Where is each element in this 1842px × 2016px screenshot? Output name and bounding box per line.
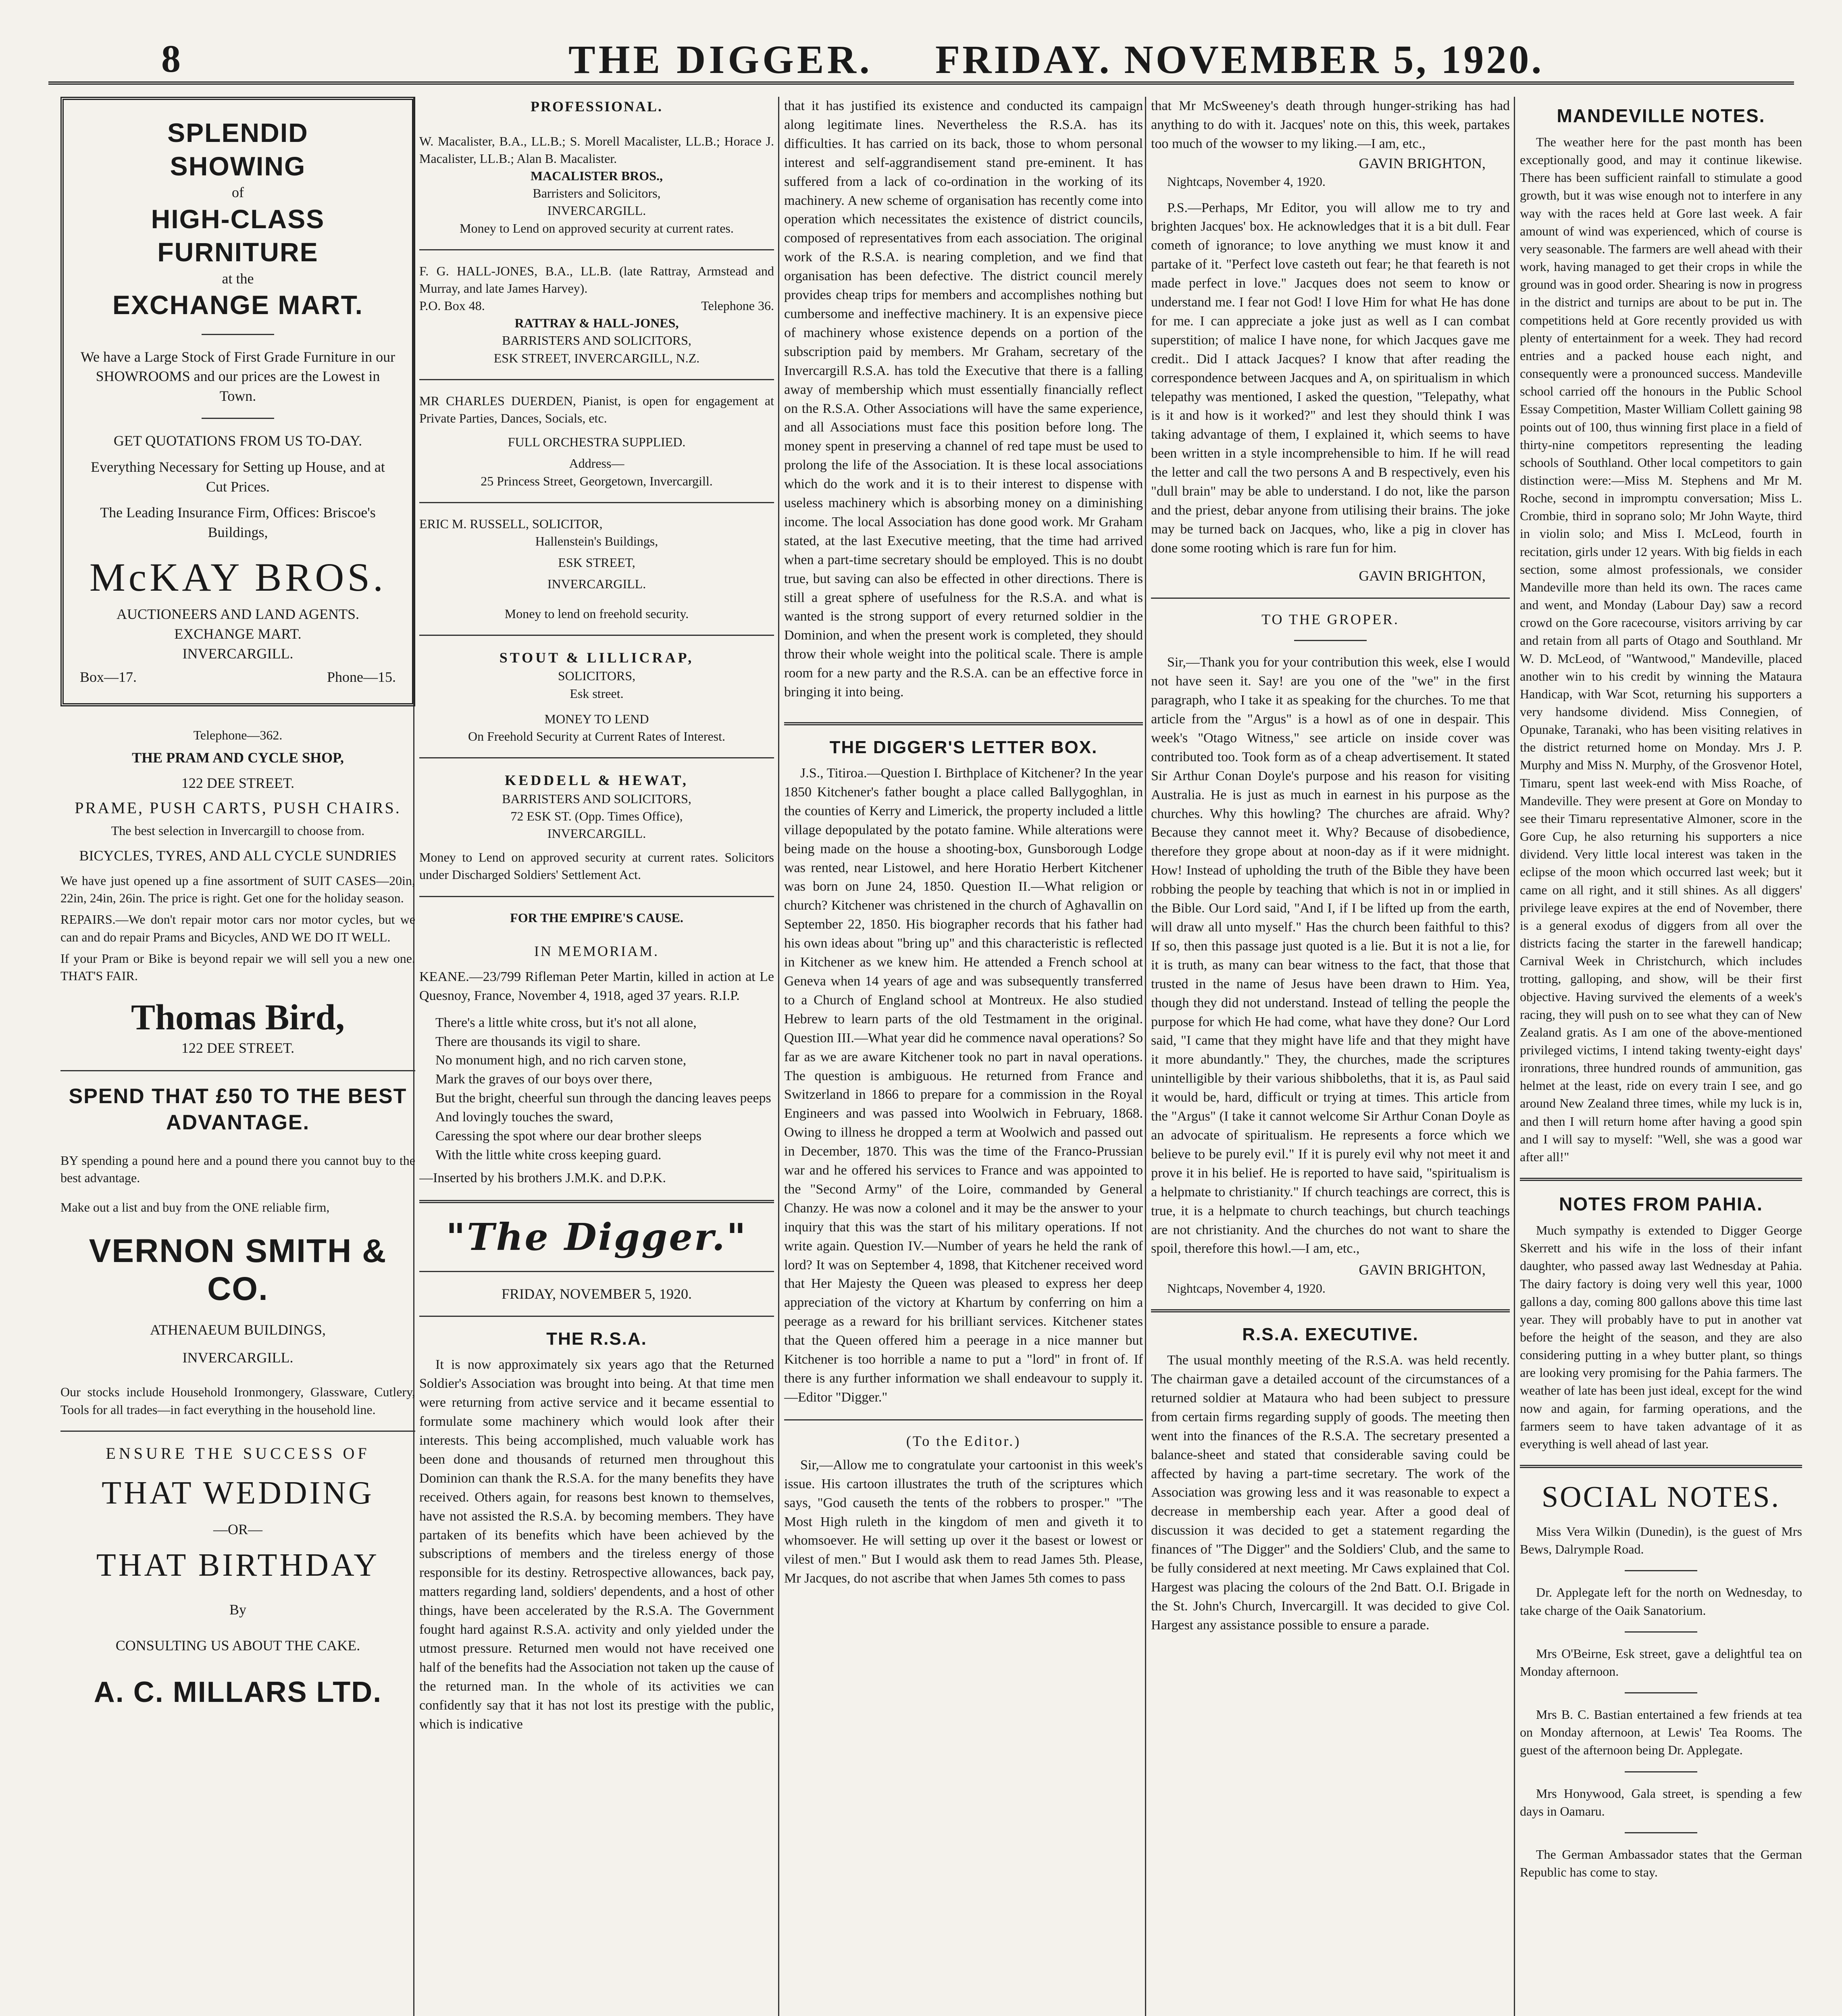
signature: GAVIN BRIGHTON, xyxy=(1359,567,1486,584)
column-2 xyxy=(419,97,774,2016)
notice-text: Address— xyxy=(569,456,624,471)
article-paragraph: Much sympathy is extended to Digger George Skerrett and his wife in the loss of their infant daughter, who passed away last Wednesday at Pahia. The dairy factory is doing very well this year, 1000 gallons a day, coming 800 gallons above this time last year. They will probably have to put in another vat before the height of the season, and they are also considering putting in a whey butter plant, so things are looking very promising for the Pahia farmers. The weather of late has been just ideal, except for the wind now and again, for farming operations, and the farmers seem to have taken advantage of it as everything is well ahead of last year. xyxy=(1520,1223,1802,1451)
vernon-smith-ad xyxy=(60,1083,415,1418)
contact-row xyxy=(80,667,396,687)
article-paragraph: The weather here for the past month has been exceptionally good, and may it continue likewise. There has been sufficient rainfall to stimulate a good growth, but it was wise enough not to interfere in any way with the races held at Gore last week. A fair amount of wind was experienced, which of course is very seasonable. The farmers are well ahead with their work, having managed to get their crops in while the ground was in good order. Shearing is now in progress in the district and turnips are about to be put in. The competitions held at Gore recently provided us with plenty of entertainment for a week. They had record entries and a packed house each night, and consequently were a pronounced success. Mandeville school carried off the honours in the Public School Essay Competition, Master William Collett gaining 98 points out of 100, thus winning first place in a field of thirty-nine competitors representing the leading schools of Southland. Other local competitors to gain distinction were:—Miss M. Stephens and Mr M. Roche, second in impromptu conversation; Miss L. Crombie, third in soprano solo; Mr John Wayte, third in violin solo; and Miss I. McLeod, fourth in recitation, girls under 12 years. With big fields in each section, some almost professionals, we consider Mandeville more than held its own. The races came and went, and Monday (Labour Day) saw a record crowd on the Gore racecourse, visitors arriving by car and retain from all parts of Otago and Southland. Mr W. D. McLeod, of "Wantwood," Mandeville, placed another win to his credit by winning the Mataura Handicap, with War Scot, returning his supporters a very handsome dividend. Miss Connegien, of Opunake, Taranaki, who has been visiting relatives in the district returned home on Monday. Mrs J. P. Murphy and Miss N. Murphy, of the Grosvenor Hotel, Timaru, spent last week-end with Miss Roache, of Mandeville. They were present at Gore on Monday to see their Timaru representative Almoner, score in the Gore Cup, he also returning his supporters a nice dividend. Very little local interest was taken in the eclipse of the moon which occurred last week; but it came on all right, and it still shines. As all diggers' privilege leave expires at the end of November, there is a general exodus of diggers from all over the districts facing the starter in the farewell handicap; Carnival Week in Christchurch, which includes trotting, galloping, and show, will be their first objective. Having survived the elements of a week's racing, they will push on to see what they can of New Zealand gratis. As I am one of the above-mentioned privileged victims, I intend taking twenty-eight days' ironrations, three hundred rounds of ammunition, gas helmet at the least, ride on every train I see, and go around New Zealand three times, while my luck is in, and then I will return home after having a good spin and I will say to myself: "Well, she was a good war after all!" xyxy=(1520,135,1802,1164)
section-heading: TO THE GROPER. xyxy=(1261,611,1399,628)
signature-place: Nightcaps, November 4, 1920. xyxy=(1167,174,1326,189)
divider xyxy=(1625,1771,1697,1772)
article-heading: THE DIGGER'S LETTER BOX. xyxy=(829,737,1098,757)
poem-line: There's a little white cross, but it's not all alone, xyxy=(435,1015,697,1030)
notice-text: Money to Lend on approved security at current rates. xyxy=(460,221,734,235)
pram-cycle-ad xyxy=(60,727,415,1058)
hall-jones-notice xyxy=(419,262,774,367)
divider xyxy=(419,635,774,636)
signature: GAVIN BRIGHTON, xyxy=(1359,155,1486,171)
divider xyxy=(419,896,774,897)
notice-text: F. G. HALL-JONES, B.A., LL.B. (late Rattray, Armstead and Murray, and late James Harvey). xyxy=(419,263,774,296)
divider xyxy=(419,1271,774,1272)
article-paragraph: P.S.—Perhaps, Mr Editor, you will allow me to try and brighten Jacques' box. He acknowledges that it is a bit dull. Fear cometh of ignorance; to love anything we must know it and partake of it. "Perfect love casteth out fear; he that feareth is not made perfect in love." Jacques does not seem to know or understand me. I fear not God! I love Him for what He has done for me. I can appreciate a joke just as well as I can combat superstition; of malice I have none, for which Jacques gave me credit.. Did I attack Jacques? I know that after reading the correspondence between Jacques and A, on spiritualism in which telepathy was mentioned, I asked the question, "Telepathy, what is it and how is it worked?" and lest they should think I was taking advantage of them, I explained it, which seems to have been written in a style incomprehensible to him. If he will read the letter and call the two persons A and B respectively, even his "dull brain" may be able to understand. I do not, like the parson and the priest, debar anyone from utilising their brains. The joke may be turned back on Jacques, who, like a pig in clover has done some rooting which is rare fun for him. xyxy=(1151,200,1510,556)
divider xyxy=(419,1200,774,1203)
divider xyxy=(202,334,274,335)
millars-ad xyxy=(60,1444,415,1709)
signature: GAVIN BRIGHTON, xyxy=(1359,1262,1486,1278)
divider xyxy=(60,1431,415,1432)
phone-number: Telephone 36. xyxy=(701,298,774,313)
poem-line: With the little white cross keeping guard. xyxy=(435,1147,662,1162)
divider xyxy=(784,722,1143,725)
article-paragraph: It is now approximately six years ago that the Returned Soldier's Association was brought into being. At that time men were returning from active service and it became essential to formulate some machinery which would look after their interests. This being accomplished, much valuable work has been done and thousands of returned men throughout this Dominion can thank the R.S.A. for the many benefits they have received. Others again, for reasons best known to themselves, have not assisted the R.S.A. by becoming members. They have partaken of its benefits which have been achieved by the subscriptions of members and the tireless energy of those responsible for its destiny. Retrospective allowances, back pay, matters regarding land, soldiers' dependents, and a host of other things, have been accelerated by the R.S.A. The Government fought hard against R.S.A. activity and only yielded under the utmost pressure. Returned men would not have received one half of the benefits had the Association not taken up the cause of the returned man. In the whole of its activities we can confidently say that it has not lost its prestige with the public, which is indicative xyxy=(419,1357,774,1732)
divider xyxy=(1625,1832,1697,1833)
notice-text: MONEY TO LEND xyxy=(544,711,649,726)
ad-headline: THAT BIRTHDAY xyxy=(96,1547,380,1583)
column-5 xyxy=(1520,97,1802,2016)
social-notes xyxy=(1520,1522,1802,1881)
po-box: P.O. Box 48. xyxy=(419,298,485,313)
notice-text: ERIC M. RUSSELL, SOLICITOR, xyxy=(419,516,603,531)
memoriam-poem xyxy=(419,1014,774,1165)
column-1 xyxy=(60,97,415,2016)
firm-name: VERNON SMITH & CO. xyxy=(89,1233,387,1308)
newspaper-title: THE DIGGER. xyxy=(568,37,873,82)
duerden-notice xyxy=(419,392,774,490)
column-4 xyxy=(1151,97,1510,2016)
notice-text: BARRISTERS AND SOLICITORS, xyxy=(502,791,691,806)
divider xyxy=(419,757,774,758)
ad-text: Telephone—362. xyxy=(193,727,283,742)
section-heading: IN MEMORIAM. xyxy=(534,943,659,959)
divider xyxy=(60,1070,415,1071)
ad-text: EXCHANGE MART. xyxy=(174,626,302,642)
notice-text: MR CHARLES DUERDEN, Pianist, is open for engagement at Private Parties, Dances, Socials, etc. xyxy=(419,393,774,426)
divider xyxy=(1625,1570,1697,1571)
column-rule xyxy=(1514,97,1515,2016)
firm-name: KEDDELL & HEWAT, xyxy=(505,772,689,789)
editorial-date: FRIDAY, NOVEMBER 5, 1920. xyxy=(501,1285,692,1302)
ad-text: at the xyxy=(222,270,254,287)
divider xyxy=(419,249,774,250)
notice-text: On Freehold Security at Current Rates of Interest. xyxy=(468,729,726,744)
notice-text: W. Macalister, B.A., LL.B.; S. Morell Macalister, LL.B.; Horace J. Macalister, LL.B.; Alan B. Macalister. xyxy=(419,133,774,166)
divider xyxy=(1520,1465,1802,1468)
phone-number: Phone—15. xyxy=(327,669,396,685)
social-item: Miss Vera Wilkin (Dunedin), is the guest of Mrs Bews, Dalrymple Road. xyxy=(1520,1524,1802,1557)
article-paragraph: Sir,—Allow me to congratulate your cartoonist in this week's issue. His cartoon illustrates the truth of the scriptures which says, "God causeth the tents of the robbers to prosper." "The Most High ruleth in the kingdom of men and giveth it to whomsoever. He will setting up over it the basest or lowest or vilest of men." But I would ask them to read James 5th. Please, Mr Jacques, do not ascribe that when James 5th comes to pass xyxy=(784,1457,1143,1586)
ad-headline: THAT WEDDING xyxy=(102,1475,374,1511)
ad-headline: HIGH-CLASS FURNITURE xyxy=(151,204,325,267)
signature-place: Nightcaps, November 4, 1920. xyxy=(1167,1281,1326,1295)
ad-text: BY spending a pound here and a pound there you cannot buy to the best advantage. xyxy=(60,1153,415,1185)
exchange-mart-ad xyxy=(60,97,415,706)
memoriam-signature: —Inserted by his brothers J.M.K. and D.P.K. xyxy=(419,1170,666,1185)
notice-text: INVERCARGILL. xyxy=(547,577,646,591)
article-heading: NOTES FROM PAHIA. xyxy=(1559,1193,1763,1215)
notice-text: Esk street. xyxy=(570,686,624,701)
ad-headline: EXCHANGE MART. xyxy=(112,290,364,320)
column-rule xyxy=(1145,97,1146,2016)
article-body xyxy=(1520,133,1802,1166)
article-body xyxy=(784,97,1143,702)
article-body xyxy=(784,1456,1143,1588)
ad-text: Make out a list and buy from the ONE reliable firm, xyxy=(60,1200,330,1215)
ad-text: of xyxy=(232,184,244,200)
notice-text: Money to lend on freehold security. xyxy=(504,606,689,621)
article-heading: R.S.A. EXECUTIVE. xyxy=(1242,1325,1419,1345)
ad-text: AUCTIONEERS AND LAND AGENTS. xyxy=(117,606,359,623)
firm-name: RATTRAY & HALL-JONES, xyxy=(514,316,679,331)
ad-text: ATHENAEUM BUILDINGS, xyxy=(150,1322,326,1338)
ad-headline: SHOWING xyxy=(170,151,306,181)
firm-name: McKAY BROS. xyxy=(89,555,387,600)
box-number: Box—17. xyxy=(80,669,137,685)
masthead xyxy=(48,36,1794,85)
ad-text: We have a Large Stock of First Grade Furniture in our SHOWROOMS and our prices are the Lowest in Town. xyxy=(80,348,395,404)
ad-text: 122 DEE STREET. xyxy=(181,1040,295,1056)
notice-text: SOLICITORS, xyxy=(558,669,636,683)
notice-text: ESK STREET, xyxy=(558,555,635,570)
article-paragraph: J.S., Titiroa.—Question I. Birthplace of Kitchener? In the year 1850 Kitchener's father bought a place called Ballygoghlan, in the counties of Kerry and Limerick, the property included a little village depopulated by the potato famine. While alterations were being made on the house a shooting-box, Gunsborough Lodge was rented, near Listowel, and here Horatio Herbert Kitchener was born on June 24, 1850. Question II.—What religion or church? Kitchener was christened in the church of Aghavallin on September 22, 1850. His biographer records that his father had his own ideas about "bring up" and this characteristic is reflected in Kitchener as we knew him. He attended a French school at Geneva when 14 years of age and was subsequently transferred to a Church of England school at Montreux. He also studied Hebrew to learn parts of the old Testmament in the original. Question III.—What year did he commence naval operations? So far as we are aware Kitchener took no part in naval operations. The question is ambiguous. He returned from France and Switzerland in 1866 to prepare for a commission in the Royal Engineers and was passed into Woolwich in February, 1868. Owing to illness he dropped a term at Woolwich and passed out in December, 1870. This was the time of the Franco-Prussian war and he offered his services to France and was appointed to the "Second Army" of the Loire, commanded by General Chanzy. He was now a colonel and it may be the answer to your inquiry that this was the start of his military operations. If not write again. Question IV.—Number of years he held the rank of lord? It was on September 4, 1898, that Kitchener received word that Her Majesty the Queen was pleased to express her deep appreciation of the victory at Khartum by conferring on him a peerage as a reward for his brilliant services. Kitchener states that the Queen offered him a peerage in a nice manner but Kitchener is too horrible a name to put a "lord" in front of. If there is any further information we shall endeavour to supply it.—Editor "Digger." xyxy=(784,766,1143,1405)
article-body xyxy=(1520,1221,1802,1453)
page-number: 8 xyxy=(161,37,181,80)
poem-line: Caressing the spot where our dear brother sleeps xyxy=(435,1129,701,1144)
article-body xyxy=(1151,199,1510,558)
russell-notice xyxy=(419,515,774,623)
article-heading: MANDEVILLE NOTES. xyxy=(1557,105,1765,126)
social-item: Mrs O'Beirne, Esk street, gave a delightful tea on Monday afternoon. xyxy=(1520,1646,1802,1679)
notice-text: INVERCARGILL. xyxy=(547,826,646,841)
section-heading: FOR THE EMPIRE'S CAUSE. xyxy=(510,910,683,925)
divider xyxy=(202,418,274,419)
social-item: Mrs Honywood, Gala street, is spending a few days in Oamaru. xyxy=(1520,1786,1802,1818)
stout-notice xyxy=(419,648,774,745)
ad-text: 122 DEE STREET. xyxy=(181,775,295,791)
ad-text: INVERCARGILL. xyxy=(182,645,293,662)
column-3 xyxy=(784,97,1143,2016)
column-rule xyxy=(778,97,779,2016)
notice-text: BARRISTERS AND SOLICITORS, xyxy=(502,333,691,348)
ad-text: BICYCLES, TYRES, AND ALL CYCLE SUNDRIES xyxy=(79,848,397,864)
divider xyxy=(1625,1692,1697,1693)
notice-text: ESK STREET, INVERCARGILL, N.Z. xyxy=(493,350,700,365)
macalister-notice xyxy=(419,133,774,237)
article-heading: SOCIAL NOTES. xyxy=(1542,1481,1780,1514)
notice-text: Hallenstein's Buildings, xyxy=(535,533,658,548)
notice-text: FULL ORCHESTRA SUPPLIED. xyxy=(508,435,686,450)
ad-text: By xyxy=(229,1602,246,1618)
contact-row xyxy=(419,297,774,314)
memoriam-notice: KEANE.—23/799 Rifleman Peter Martin, killed in action at Le Quesnoy, France, November 4, 1918, aged 37 years. R.I.P. xyxy=(419,969,774,1003)
divider xyxy=(419,379,774,380)
ad-text: ENSURE THE SUCCESS OF xyxy=(106,1444,370,1462)
social-item: Mrs B. C. Bastian entertained a few friends at tea on Monday afternoon, at Lewis' Tea Rooms. The guest of the afternoon being Dr. Applegate. xyxy=(1520,1707,1802,1758)
article-heading: THE R.S.A. xyxy=(546,1329,647,1349)
ad-text: The Leading Insurance Firm, Offices: Briscoe's Buildings, xyxy=(100,504,376,540)
ad-headline: THE PRAM AND CYCLE SHOP, xyxy=(132,750,344,766)
divider xyxy=(1151,1309,1510,1312)
ad-headline: SPEND THAT £50 TO THE BEST ADVANTAGE. xyxy=(69,1084,407,1134)
article-body xyxy=(1151,1351,1510,1635)
article-paragraph: that Mr McSweeney's death through hunger-striking has had anything to do with it. Jacques' note on this, this week, partakes too much of the wowser to my liking.—I am, etc., xyxy=(1151,98,1510,151)
paper-nameplate: "The Digger." xyxy=(446,1215,747,1259)
poem-line: But the bright, cheerful sun through the dancing leaves peeps xyxy=(435,1091,771,1106)
ad-text: REPAIRS.—We don't repair motor cars nor motor cycles, but we can and do repair Prams and Bicycles, AND WE DO IT WELL. xyxy=(60,912,415,944)
notice-text: Barristers and Solicitors, xyxy=(533,186,661,201)
article-paragraph: Sir,—Thank you for your contribution this week, else I would not have seen it. Say! are you one of the "we" in the first paragraph, who I take it as speaking for the churches. To me that article from the "Argus" is a howl as of one in despair. This week's "Otago Witness," see article on inside cover was contributed too. Took form as of a cheap advertisement. It stated Sir Arthur Conan Doyle's purpose and his reason for visiting Australia. He is just as much in earnest in his purpose as the churches. Why this howling? The churches are afraid. Why? Because they cannot meet it. Why? Because of disobedience, therefore they grope about at noon-day as if it were midnight. How! Instead of upholding the truth of the Bible they have been robbing the people by teaching that which is not in or implied in the Bible. Our Lord said, "And I, if I be lifted up from the earth, will draw all unto myself." Has the church been faithful to this? If so, then this passage just quoted is a lie. But it is not a lie, for it is truth, as many can bear witness to the fact, that those that trusted in the name of Jesus have been drawn to Him. Yea, though they did not understand. Instead of telling the people the purpose for which He had come, what have they done? Our Lord said, "I came that they might have life and that they might have it more abundantly." They, the churches, made the scriptures unintelligible by their various shibboleths, that it is, as Paul said it would be, hard, difficult or trying at times. This article from the "Argus" (I take it cannot welcome Sir Arthur Conan Doyle as an advocate of spiritualism. He represents a force which we believe to be purely evil." If it is purely evil why not meet it and prove it in his belief. He is reported to have said, "spiritualism is a helpmate to christianity." If church teachings are correct, this is true, it is a helpmate to church teachings, but church teachings are not christianity. And the churches do not want to share the spoil, therefore this howl.—I am, etc., xyxy=(1151,655,1510,1256)
article-paragraph: that it has justified its existence and conducted its campaign along legitimate lines. Nevertheless the R.S.A. has its difficulties. It has carried on its back, those to whom personal interest and self-aggrandisement stand pre-eminent. It has suffered from a lack of co-ordination in the working of its machinery. A new scheme of organisation has recently come into operation which necessitates the existence of district councils, composed of representatives from each association. The original work of the R.S.A. is nearing completion, and we find that organisation has been defective. The district council merely provides cheap trips for members and accomplishes nothing but cumbersome and ineffective machinery. It is an expensive piece of machinery whose existence depends on a portion of the subscription paid by members. Mr Graham, secretary of the Invercargill R.S.A. has told the Executive that there is a falling away of membership which must essentially financially reflect on the R.S.A. Other Associations will have the same experience, and all Associations must face this position before long. The money spent in preserving a channel of red tape must be used to prolong the life of the Association. It is these local associations which do the work and it is to their interest to dispense with useless machinery which is absorbing money on a diminishing income. The local Association has done good work. Mr Graham stated, at the last Executive meeting, that the time had arrived when a part-time secretary should be employed. This is no doubt true, but saving can also be effected in other directions. There is still a great sphere of usefulness for the R.S.A. and what is wanted is the strong support of every returned soldier in the Dominion, and when the present work is completed, they should throw their whole weight into the political scale. There is ample room for a new party and the R.S.A. can be an effective force in bringing it into being. xyxy=(784,98,1143,700)
ad-headline: SPLENDID xyxy=(167,118,308,148)
divider xyxy=(1520,1178,1802,1181)
ad-text: CONSULTING US ABOUT THE CAKE. xyxy=(115,1637,360,1654)
issue-date: FRIDAY. NOVEMBER 5, 1920. xyxy=(935,37,1544,82)
divider xyxy=(419,1316,774,1317)
ad-text: Everything Necessary for Setting up House, and at Cut Prices. xyxy=(91,459,385,495)
divider xyxy=(784,1419,1143,1420)
divider xyxy=(1625,1631,1697,1633)
poem-line: Mark the graves of our boys over there, xyxy=(435,1072,653,1087)
notice-text: Money to Lend on approved security at current rates. Solicitors under Discharged Soldiers' Settlement Act. xyxy=(419,850,774,882)
poem-line: No monument high, and no rich carven stone, xyxy=(435,1053,687,1068)
notice-text: 72 ESK ST. (Opp. Times Office), xyxy=(510,808,683,823)
ad-text: —OR— xyxy=(213,1521,262,1537)
ad-text: PRAME, PUSH CARTS, PUSH CHAIRS. xyxy=(75,799,401,817)
section-heading: (To the Editor.) xyxy=(906,1433,1021,1449)
section-heading: PROFESSIONAL. xyxy=(530,98,663,115)
divider xyxy=(1294,640,1367,641)
divider xyxy=(419,502,774,503)
divider xyxy=(1151,598,1510,599)
article-body xyxy=(1151,653,1510,1258)
ad-text: The best selection in Invercargill to choose from. xyxy=(111,823,365,838)
keddell-notice xyxy=(419,771,774,884)
ad-text: If your Pram or Bike is beyond repair we will sell you a new one. THAT'S FAIR. xyxy=(60,951,415,983)
ad-text: We have just opened up a fine assortment of SUIT CASES—20in, 22in, 24in, 26in. The price is right. Get one for the holiday season. xyxy=(60,873,415,906)
article-body xyxy=(419,1356,774,1734)
article-body xyxy=(1151,97,1510,154)
poem-line: There are thousands its vigil to share. xyxy=(435,1034,641,1049)
firm-name: MACALISTER BROS., xyxy=(530,168,663,183)
notice-text: INVERCARGILL. xyxy=(547,203,646,218)
firm-name: STOUT & LILLICRAP, xyxy=(499,649,694,666)
ad-text: Our stocks include Household Ironmongery, Glassware, Cutlery, Tools for all trades—in fact everything in the household line. xyxy=(60,1385,415,1417)
firm-name: A. C. MILLARS LTD. xyxy=(94,1676,382,1708)
poem-line: And lovingly touches the sward, xyxy=(435,1110,613,1125)
ad-text: INVERCARGILL. xyxy=(182,1349,293,1366)
firm-name: Thomas Bird, xyxy=(131,998,345,1038)
article-paragraph: The usual monthly meeting of the R.S.A. was held recently. The chairman gave a detailed account of the circumstances of a returned soldier at Mataura who had been subject to pressure from certain firms regarding supply of goods. The meeting then went into the finances of the R.S.A. The secretary presented a balance-sheet and stated that considerable saving could be affected by having a part-time secretary. The work of the Association was growing less and it was reasonable to expect a decrease in membership each year. After a good deal of discussion it was decided to get a statement regarding the finances of "The Digger" and the Soldiers' Club, and the same to be fully considered at next meeting. Mr Caws explained that Col. Hargest was placing the colours of the 2nd Batt. O.I. Brigade in the St. John's Church, Invercargill. It was decided to give Col. Hargest any assistance possible to ensure a parade. xyxy=(1151,1353,1510,1633)
social-item: Dr. Applegate left for the north on Wednesday, to take charge of the Oaik Sanatorium. xyxy=(1520,1585,1802,1618)
social-item: The German Ambassador states that the German Republic has come to stay. xyxy=(1520,1847,1802,1879)
notice-text: 25 Princess Street, Georgetown, Invercargill. xyxy=(481,473,713,488)
ad-text: GET QUOTATIONS FROM US TO-DAY. xyxy=(113,433,362,449)
article-body xyxy=(784,764,1143,1407)
